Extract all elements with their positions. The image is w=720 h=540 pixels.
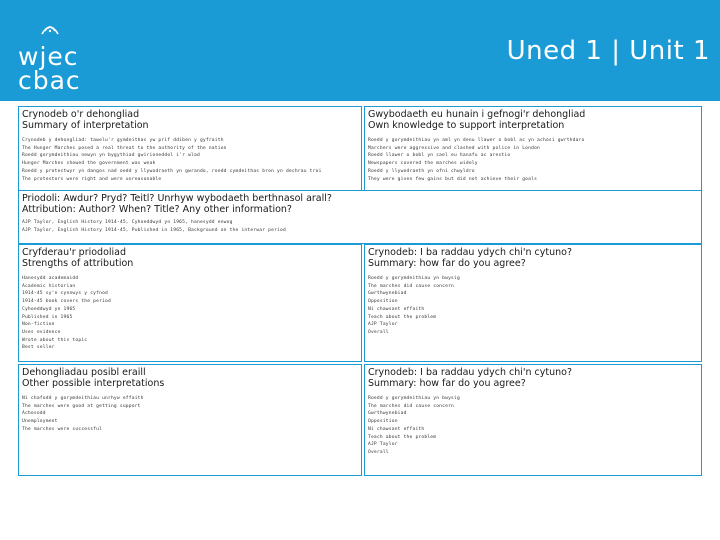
body-line: Roedd y gorymdeithiau yn aml yn denu llawer o bobl ac yn achosi gwrthdaro — [368, 138, 585, 143]
body-line: The marches did cause concern — [368, 403, 455, 409]
agreement-panel-1 — [364, 244, 702, 362]
body-line: AJP Taylor, English History 1914-45, Published in 1965, Background on the interwar period — [22, 227, 286, 233]
page-title: Uned 1 | Unit 1 — [506, 36, 710, 66]
body-line: Opposition — [368, 299, 398, 305]
body-line: Overall — [368, 329, 389, 335]
panel-body — [19, 389, 361, 434]
body-line: Achosodd — [22, 411, 46, 417]
heading-english: Strengths of attribution — [22, 258, 134, 269]
body-line: Gwrthwynebiad — [368, 411, 407, 417]
panel-body — [19, 269, 361, 352]
body-line: Roedd y gorymdeithiau yn bwysig — [368, 276, 460, 281]
body-line: Cyhoeddwyd yn 1965 — [22, 306, 76, 312]
body-line: AJP Taylor, English History 1914-45, Cyhoeddwyd yn 1965, hanesydd enwog — [22, 220, 233, 225]
body-line: The protestors were right and were unreasonable — [22, 176, 162, 182]
heading-english: Attribution: Author? When? Title? Any other information? — [22, 204, 292, 215]
panel-heading — [365, 365, 701, 389]
body-line: Roedd y protestwyr yn dangos nad oedd y llywodraeth yn gwrando, roedd cymdeithas bron yn dechrau troi — [22, 168, 322, 174]
body-line: Roedd y gorymdeithiau yn bwysig — [368, 396, 460, 401]
panel-heading — [19, 365, 361, 389]
agreement-panel-2 — [364, 364, 702, 476]
body-line: They were given few gains but did not achieve their goals — [368, 176, 538, 182]
body-line: Gwrthwynebiad — [368, 291, 407, 297]
body-line: Ni chawsant effaith — [368, 306, 425, 312]
panel-heading — [365, 245, 701, 269]
heading-welsh: Cryfderau'r priodoliad — [22, 247, 127, 258]
attribution-panel — [18, 190, 702, 244]
body-line: The marches did cause concern — [368, 283, 455, 289]
body-line: The Hunger Marches posed a real threat to the authority of the nation — [22, 145, 227, 151]
body-line: Unemployment — [22, 419, 58, 425]
body-line: Ni chawsant effaith — [368, 426, 425, 432]
body-line: Overall — [368, 449, 389, 455]
body-line: Hanesydd academaidd — [22, 276, 79, 281]
body-line: Teach about the problem — [368, 314, 437, 320]
heading-english: Own knowledge to support interpretation — [368, 120, 565, 131]
panel-body — [365, 131, 701, 183]
heading-english: Summary: how far do you agree? — [368, 258, 526, 269]
heading-english: Summary of interpretation — [22, 120, 149, 131]
body-line: Roedd y llywodraeth yn ofni chwyldro — [368, 168, 475, 174]
body-line: Ni chafodd y gorymdeithiau unrhyw effaith — [22, 396, 144, 401]
body-line: Crynodeb y dehongliad: tawelu'r gymdeithas yw prif ddiben y gyfraith — [22, 138, 224, 143]
heading-welsh: Crynodeb o'r dehongliad — [22, 109, 140, 120]
heading-welsh: Priodoli: Awdur? Pryd? Teitl? Unrhyw wybodaeth berthnasol arall? — [22, 193, 332, 204]
body-line: Opposition — [368, 419, 398, 425]
body-line: Marchers were aggressive and clashed with police in London — [368, 145, 541, 151]
heading-welsh: Gwybodaeth eu hunain i gefnogi'r dehongliad — [368, 109, 586, 120]
heading-english: Other possible interpretations — [22, 378, 165, 389]
summary-panel — [18, 106, 362, 192]
body-line: Hunger Marches showed the government was weak — [22, 161, 156, 167]
body-line: AJP Taylor — [368, 322, 398, 328]
body-line: Wrote about this topic — [22, 337, 88, 343]
body-line: 1914-45 book covers the period — [22, 299, 111, 305]
body-line: Published in 1965 — [22, 314, 73, 320]
panel-body — [19, 215, 701, 234]
own-knowledge-panel — [364, 106, 702, 192]
strengths-panel — [18, 244, 362, 362]
panel-heading — [365, 107, 701, 131]
body-line: Newspapers covered the marches widely — [368, 161, 478, 167]
logo-text-wjec: wjec — [18, 42, 79, 71]
panel-heading — [19, 245, 361, 269]
body-line: AJP Taylor — [368, 442, 398, 448]
body-line: The marches were successful — [22, 426, 103, 432]
body-line: Non-fiction — [22, 322, 55, 328]
header-banner — [0, 0, 720, 101]
heading-welsh: Dehongliadau posibl eraill — [22, 367, 146, 378]
heading-welsh: Crynodeb: I ba raddau ydych chi'n cytuno? — [368, 367, 573, 378]
body-line: Academic historian — [22, 283, 76, 289]
panel-body — [365, 389, 701, 457]
heading-english: Summary: how far do you agree? — [368, 378, 526, 389]
panel-heading — [19, 191, 701, 215]
wjec-logo — [18, 14, 98, 95]
logo-mark-icon — [40, 16, 60, 38]
body-line: Roedd llawer o bobl yn cael eu hanafu ac arestio — [368, 153, 511, 159]
panel-heading — [19, 107, 361, 131]
panel-body — [19, 131, 361, 183]
panel-body — [365, 269, 701, 337]
heading-welsh: Crynodeb: I ba raddau ydych chi'n cytuno? — [368, 247, 573, 258]
body-line: Uses evidence — [22, 329, 61, 335]
body-line: 1914-45 sy'n cynnwys y cyfnod — [22, 291, 109, 297]
other-interpretations-panel — [18, 364, 362, 476]
body-line: Roedd gorymdeithiau newyn yn bygythiad gwirioneddol i'r wlad — [22, 153, 200, 159]
body-line: Best seller — [22, 345, 55, 351]
body-line: The marches were good at getting support — [22, 403, 141, 409]
body-line: Teach about the problem — [368, 434, 437, 440]
logo-text-cbac: cbac — [18, 66, 81, 95]
